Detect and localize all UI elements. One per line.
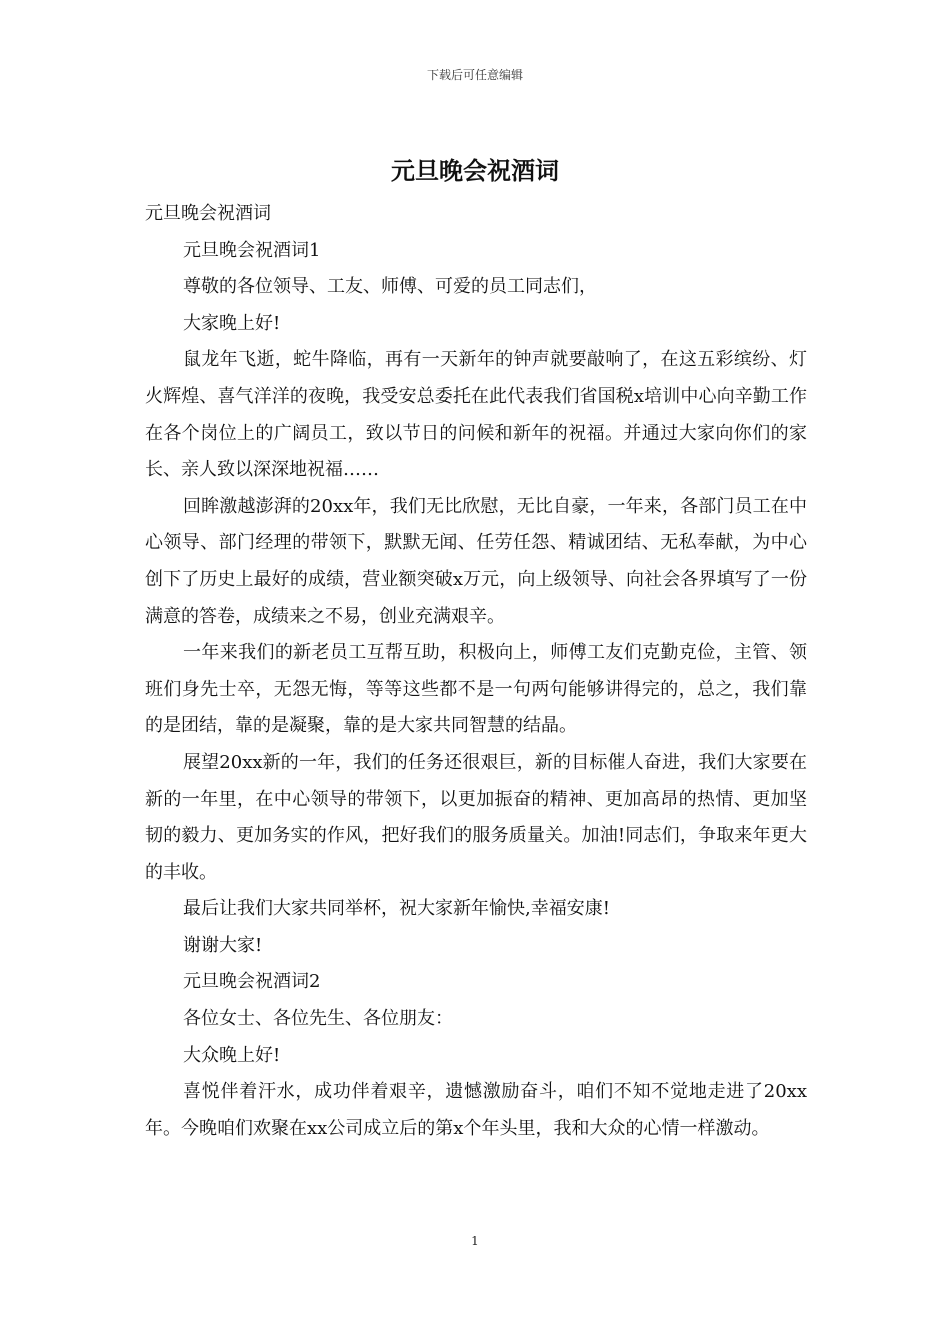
document-title: 元旦晚会祝酒词: [391, 156, 559, 185]
paragraph: 回眸激越澎湃的20xx年，我们无比欣慰，无比自豪，一年来，各部门员工在中心领导、部门经理的带领下，默默无闻、任劳任怨、精诚团结、无私奉献，为中心创下了历史上最好的成绩，营业额突破x万元，向上级领导、向社会各界填写了一份满意的答卷，成绩来之不易，创业充满艰辛。: [145, 495, 807, 627]
paragraph: 尊敬的各位领导、工友、师傅、可爱的员工同志们，: [183, 276, 597, 298]
paragraph: 谢谢大家!: [183, 934, 263, 956]
paragraph: 各位女士、各位先生、各位朋友：: [183, 1008, 453, 1030]
paragraph: 大家晚上好!: [183, 312, 281, 334]
paragraph: 元旦晚会祝酒词: [145, 203, 271, 224]
paragraph: 一年来我们的新老员工互帮互助，积极向上，师傅工友们克勤克俭，主管、领班们身先士卒，无怨无悔，等等这些都不是一句两句能够讲得完的，总之，我们靠的是团结，靠的是凝聚，靠的是大家共同智慧的结晶。: [145, 642, 807, 737]
paragraph: 喜悦伴着汗水，成功伴着艰辛，遗憾激励奋斗，咱们不知不觉地走进了20xx年。今晚咱们欢聚在xx公司成立后的第x个年头里，我和大众的心情一样激动。: [145, 1081, 807, 1139]
header-note: 下载后可任意编辑: [426, 68, 523, 82]
paragraph: 元旦晚会祝酒词1: [183, 239, 321, 261]
paragraph: 元旦晚会祝酒词2: [183, 971, 321, 993]
document-body: [145, 196, 807, 1147]
paragraph: 展望20xx新的一年，我们的任务还很艰巨，新的目标催人奋进，我们大家要在新的一年里，在中心领导的带领下，以更加振奋的精神、更加高昂的热情、更加坚韧的毅力、更加务实的作风，把好我们的服务质量关。加油!同志们，争取来年更大的丰收。: [145, 751, 807, 883]
paragraph: 最后让我们大家共同举杯，祝大家新年愉快,幸福安康!: [183, 898, 610, 920]
paragraph: 鼠龙年飞逝，蛇牛降临，再有一天新年的钟声就要敲响了，在这五彩缤纷、灯火辉煌、喜气洋洋的夜晚，我受安总委托在此代表我们省国税x培训中心向辛勤工作在各个岗位上的广阔员工，致以节日的问候和新年的祝福。并通过大家向你们的家长、亲人致以深深地祝福……: [145, 349, 807, 481]
paragraph: 大众晚上好!: [183, 1044, 281, 1066]
page-number: 1: [471, 1234, 479, 1248]
